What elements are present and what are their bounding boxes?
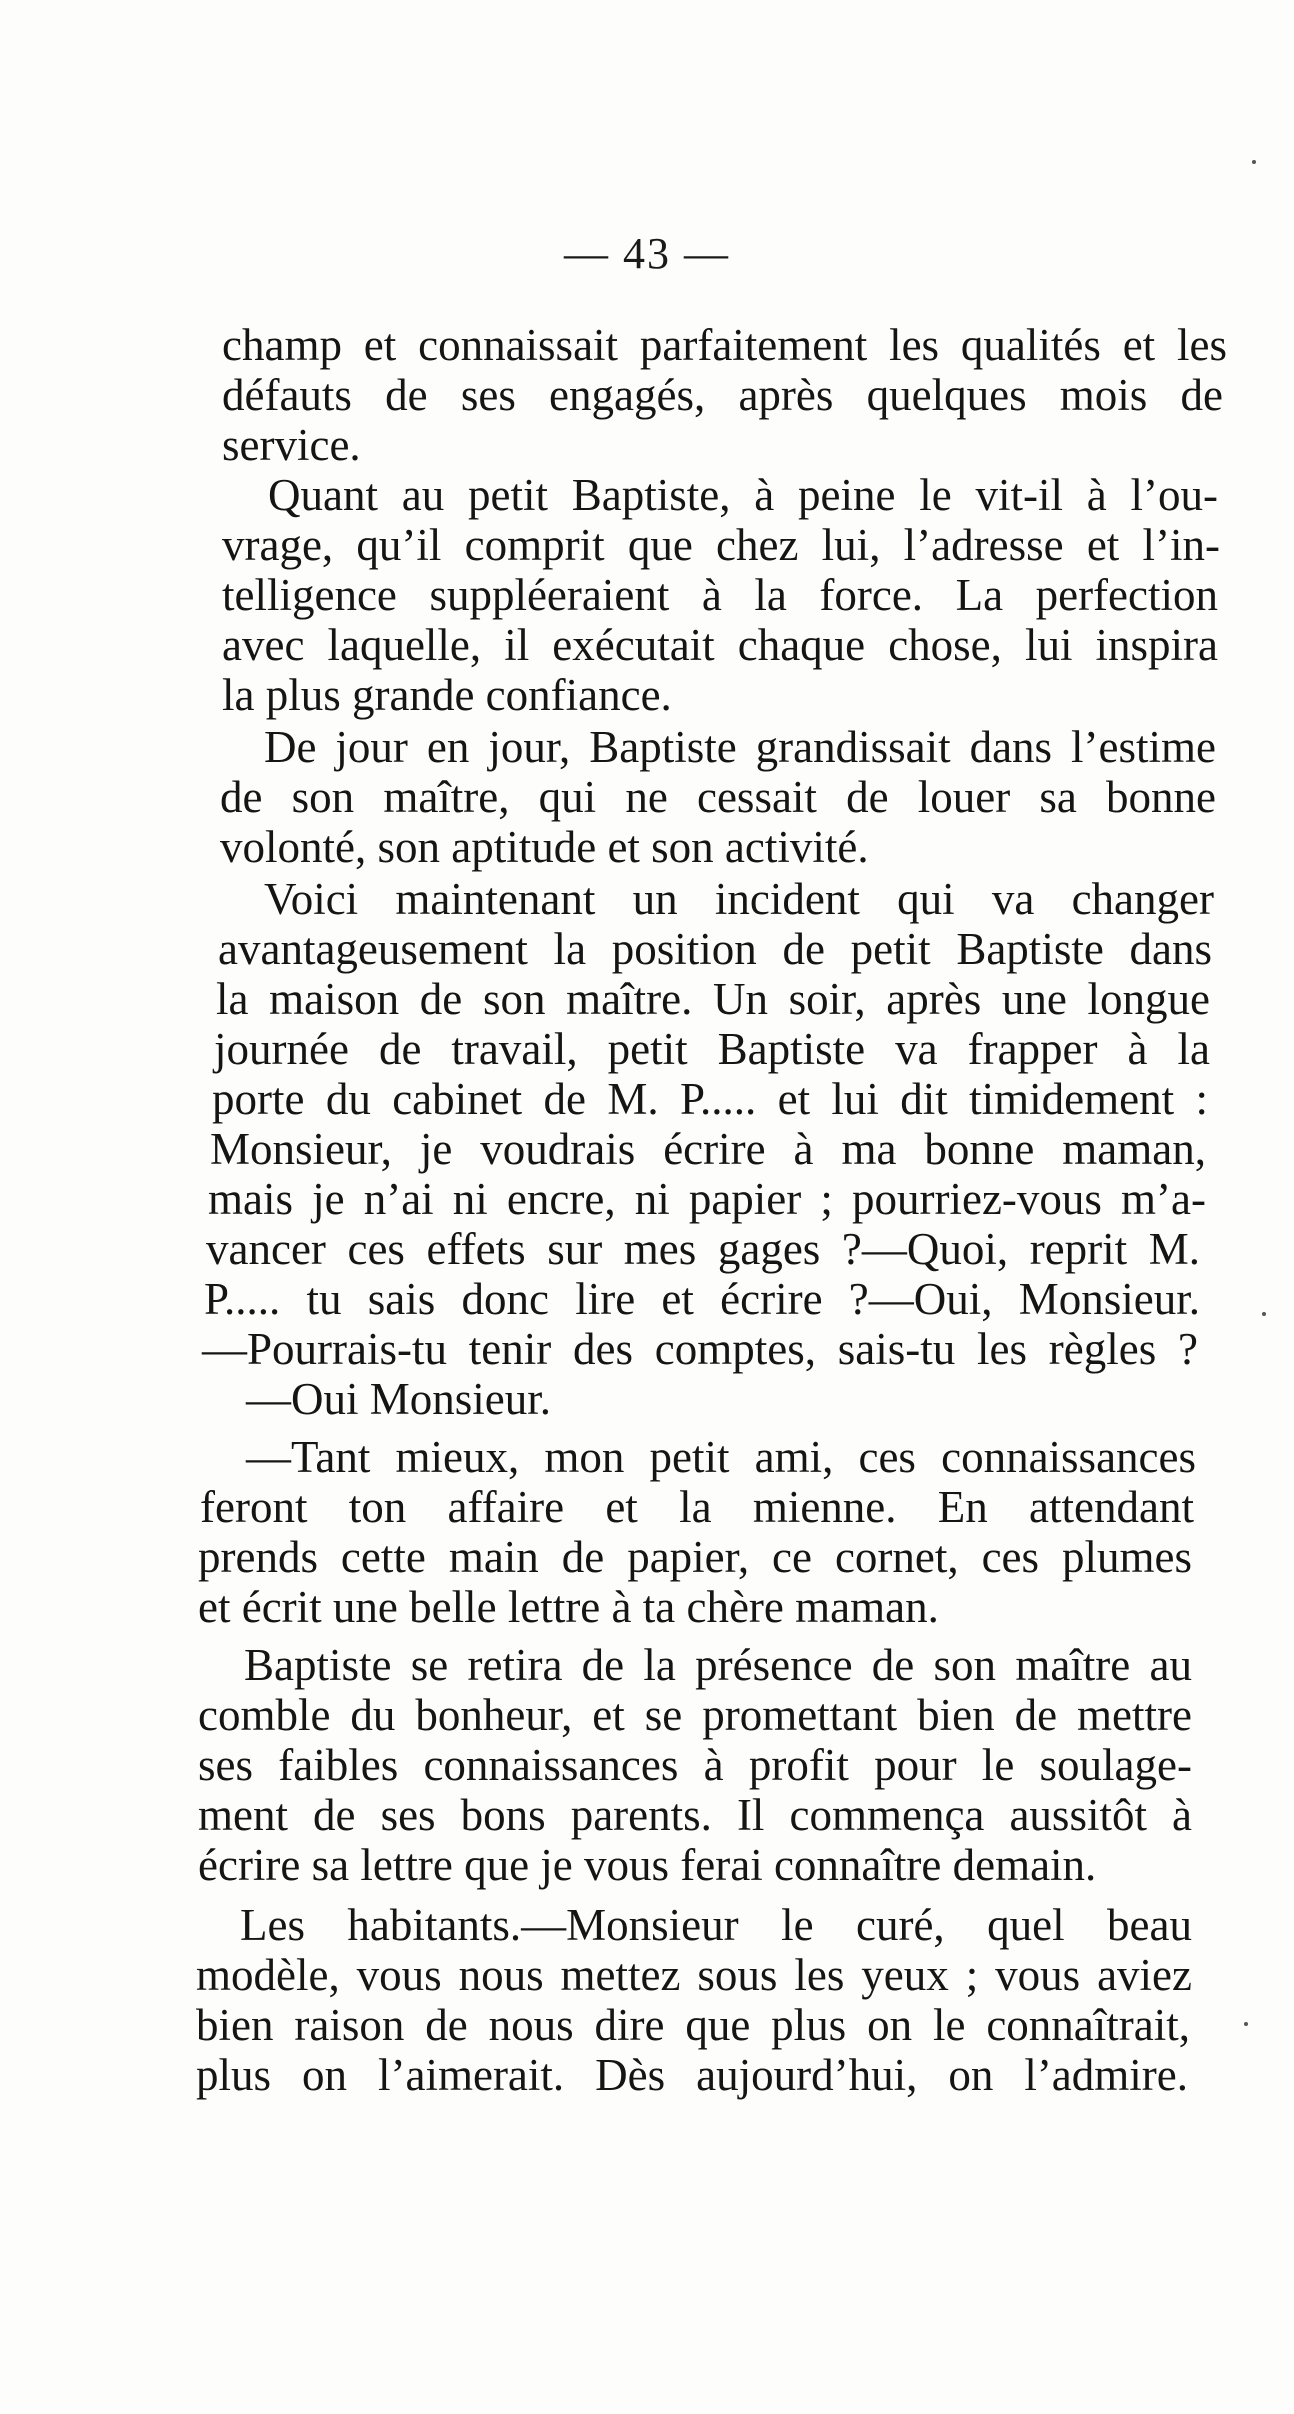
text-line: comble du bonheur, et se promettant bien de mettre: [198, 1690, 1192, 1740]
text-line: journée de travail, petit Baptiste va frapper à la: [214, 1024, 1210, 1074]
text-line: modèle, vous nous mettez sous les yeux ; vous aviez: [196, 1950, 1192, 2000]
text-line: volonté, son aptitude et son activité.: [220, 822, 869, 872]
speck: [1252, 160, 1256, 164]
text-line: Baptiste se retira de la présence de son maître au: [244, 1640, 1192, 1690]
text-line: vancer ces effets sur mes gages ?—Quoi, reprit M.: [206, 1224, 1200, 1274]
text-line: plus on l’aimerait. Dès aujourd’hui, on l’admire.: [196, 2050, 1188, 2100]
text-line: Quant au petit Baptiste, à peine le vit-il à l’ou-: [268, 470, 1218, 520]
text-line: écrire sa lettre que je vous ferai connaître demain.: [198, 1840, 1097, 1890]
text-line: prends cette main de papier, ce cornet, ces plumes: [198, 1532, 1192, 1582]
text-line: Les habitants.—Monsieur le curé, quel beau: [240, 1900, 1192, 1950]
text-line: mais je n’ai ni encre, ni papier ; pourriez-vous m’a-: [208, 1174, 1206, 1224]
text-line: ses faibles connaissances à profit pour le soulage-: [198, 1740, 1192, 1790]
text-line: et écrit une belle lettre à ta chère maman.: [198, 1582, 939, 1632]
text-line: service.: [222, 420, 361, 470]
text-line: Voici maintenant un incident qui va changer: [264, 874, 1214, 924]
text-line: porte du cabinet de M. P..... et lui dit timidement :: [212, 1074, 1208, 1124]
text-line: la maison de son maître. Un soir, après une longue: [216, 974, 1210, 1024]
speck: [1244, 2022, 1248, 2026]
text-line: vrage, qu’il comprit que chez lui, l’adresse et l’in-: [222, 520, 1220, 570]
speck: [1262, 1312, 1266, 1316]
text-line: De jour en jour, Baptiste grandissait dans l’estime: [264, 722, 1216, 772]
text-line: avec laquelle, il exécutait chaque chose, lui inspira: [222, 620, 1218, 670]
text-line: champ et connaissait parfaitement les qualités et les: [222, 320, 1227, 370]
text-line: avantageusement la position de petit Baptiste dans: [218, 924, 1212, 974]
text-line: telligence suppléeraient à la force. La perfection: [222, 570, 1218, 620]
page-number: — 43 —: [564, 229, 730, 278]
text-line: bien raison de nous dire que plus on le connaîtrait,: [196, 2000, 1190, 2050]
text-line: défauts de ses engagés, après quelques mois de: [222, 370, 1223, 420]
text-line: Monsieur, je voudrais écrire à ma bonne maman,: [210, 1124, 1206, 1174]
text-line: —Pourrais-tu tenir des comptes, sais-tu les règles ?: [202, 1324, 1198, 1374]
text-line: feront ton affaire et la mienne. En attendant: [200, 1482, 1194, 1532]
text-line: P..... tu sais donc lire et écrire ?—Oui, Monsieur.: [204, 1274, 1200, 1324]
text-line: —Oui Monsieur.: [246, 1374, 552, 1424]
text-line: de son maître, qui ne cessait de louer sa bonne: [220, 772, 1216, 822]
text-line: ment de ses bons parents. Il commença aussitôt à: [198, 1790, 1192, 1840]
text-line: —Tant mieux, mon petit ami, ces connaissances: [246, 1432, 1196, 1482]
text-line: la plus grande confiance.: [222, 670, 672, 720]
